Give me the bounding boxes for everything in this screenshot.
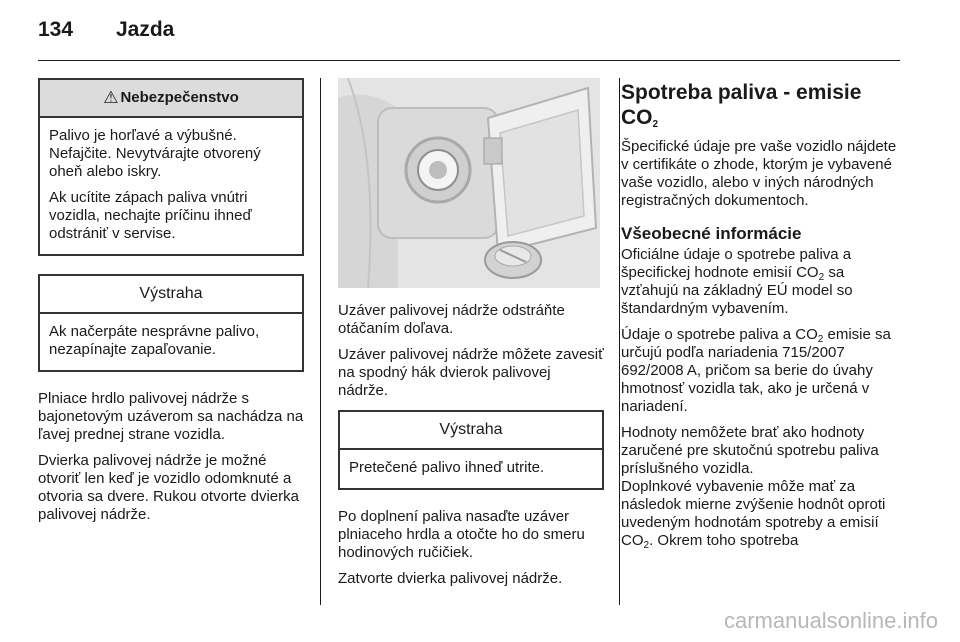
warning-box-header: Výstraha — [340, 412, 602, 450]
warning-box-spilled-fuel — [338, 410, 604, 490]
subscript: 2 — [818, 272, 825, 283]
subscript: 2 — [817, 334, 824, 345]
paragraph-regulation — [621, 326, 903, 416]
warning-box-wrong-fuel — [38, 274, 304, 372]
paragraph-flap-opening: Dvierka palivovej nádrže je možné otvoriť len keď je vozidlo odomknuté a otvoria sa dvere. Rukou otvorte dvierka palivovej nádrže. — [38, 452, 299, 523]
text-part: sa vzťahujú na základný EÚ model so štandardným vybavením. — [621, 264, 853, 317]
column-middle — [338, 78, 604, 596]
danger-box — [38, 78, 304, 256]
watermark: carmanualsonline.info — [723, 608, 938, 633]
page-header — [38, 18, 174, 48]
column-divider-2 — [619, 78, 620, 605]
fuel-cap-drawing — [338, 78, 600, 288]
warning-text: Pretečené palivo ihneď utrite. — [349, 459, 545, 476]
text-part: emisie sa určujú podľa nariadenia 715/2007 692/2008 A, pričom sa berie do úvahy hmotnosť vozidla tak, ako je určená v nariadení. — [621, 326, 891, 415]
warning-box-body — [340, 450, 602, 488]
column-right — [621, 78, 903, 558]
page-number: 134 — [38, 18, 74, 41]
text-part: Doplnkové vybavenie môže mať za následok mierne zvýšenie hodnôt oproti uvedeným hodnotám spotreby a emisií CO — [621, 478, 886, 549]
text-part: Údaje o spotrebe paliva a CO — [621, 326, 818, 343]
warning-box-body — [40, 314, 302, 370]
text-part: Oficiálne údaje o spotrebe paliva a špecifickej hodnote emisií CO — [621, 246, 852, 281]
paragraph-filler-location: Plniace hrdlo palivovej nádrže s bajonetovým uzáverom sa nachádza na ľavej prednej strane vozidla. — [38, 390, 304, 443]
heading-subscript: 2 — [652, 119, 659, 130]
paragraph-specific-data: Špecifické údaje pre vaše vozidlo nájdete v certifikáte o zhode, ktorým je vybavené vaše vozidlo, alebo v iných národných registračných dokumentoch. — [621, 138, 897, 209]
paragraph-remove-cap: Uzáver palivovej nádrže odstráňte otáčaním doľava. — [338, 302, 565, 337]
header-rule — [38, 60, 900, 61]
subscript: 2 — [643, 540, 650, 551]
paragraph-values-disclaimer: Hodnoty nemôžete brať ako hodnoty zaručené pre skutočnú spotrebu paliva príslušného vozidla. — [621, 424, 879, 477]
section-heading — [621, 80, 903, 130]
danger-text-2: Ak ucítite zápach paliva vnútri vozidla, nechajte príčinu ihneď odstrániť v servise. — [49, 189, 252, 242]
subheading-general-info: Všeobecné informácie — [621, 224, 802, 243]
column-left — [38, 78, 304, 532]
heading-text: Spotreba paliva - emisie CO — [621, 81, 862, 129]
danger-box-body — [40, 118, 302, 254]
warning-box-header: Výstraha — [40, 276, 302, 314]
danger-box-title: Nebezpečenstvo — [120, 89, 239, 106]
paragraph-hang-cap: Uzáver palivovej nádrže môžete zavesiť na spodný hák dvierok palivovej nádrže. — [338, 346, 604, 399]
fuel-filler-illustration — [338, 78, 600, 288]
danger-box-header — [40, 80, 302, 118]
paragraph-official-data — [621, 246, 903, 318]
paragraph-optional-equipment — [621, 478, 903, 550]
chapter-title: Jazda — [116, 18, 175, 41]
column-divider-1 — [320, 78, 321, 605]
danger-text-1: Palivo je horľavé a výbušné. Nefajčite. Nevytvárajte otvorený oheň alebo iskry. — [49, 127, 261, 180]
paragraph-close-flap: Zatvorte dvierka palivovej nádrže. — [338, 570, 563, 587]
text-part: . Okrem toho spotreba — [649, 532, 799, 549]
warning-text: Ak načerpáte nesprávne palivo, nezapínajte zapaľovanie. — [49, 323, 260, 358]
warning-triangle-icon: ⚠ — [103, 88, 119, 107]
paragraph-refit-cap: Po doplnení paliva nasaďte uzáver plniaceho hrdla a otočte ho do smeru hodinových ručičiek. — [338, 508, 585, 561]
